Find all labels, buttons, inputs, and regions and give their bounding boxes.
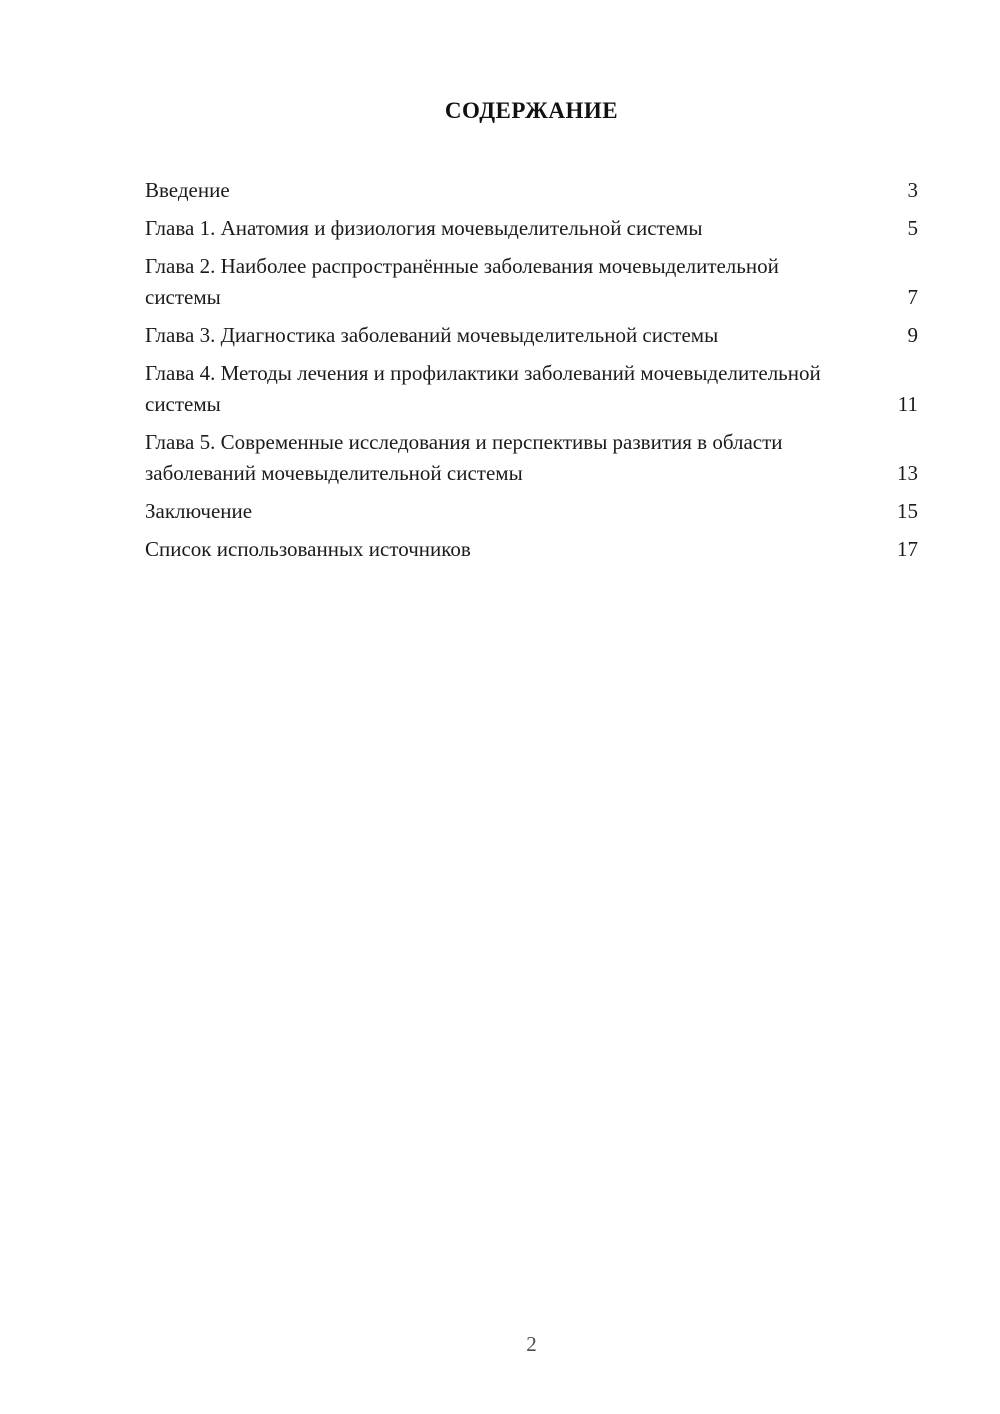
- toc-entry-label: Глава 2. Наиболее распространённые заболевания мочевыделительной системы: [145, 254, 779, 309]
- toc-entry-page-number: 3: [907, 178, 918, 202]
- toc-entry-label: Список использованных источников: [145, 537, 471, 561]
- toc-entry-page-number: 15: [897, 499, 918, 523]
- toc-entry-label: Введение: [145, 178, 230, 202]
- toc-entry-page-number: 11: [897, 392, 918, 416]
- toc-entry-label: Глава 1. Анатомия и физиология мочевыделительной системы: [145, 216, 703, 240]
- toc-entry-label: Глава 5. Современные исследования и перспективы развития в области заболеваний мочевыделительной системы: [145, 430, 783, 485]
- page-title: СОДЕРЖАНИЕ: [444, 98, 619, 123]
- toc-entry: [145, 213, 918, 244]
- page-content: [0, 0, 1000, 565]
- toc-entry-label: Глава 4. Методы лечения и профилактики заболеваний мочевыделительной системы: [145, 361, 821, 416]
- toc-entry-page-number: 9: [907, 323, 918, 347]
- toc-entry-page-number: 5: [907, 216, 918, 240]
- toc-entry: [145, 251, 918, 313]
- toc-entry-page-number: 17: [897, 537, 918, 561]
- toc-entry: [145, 496, 918, 527]
- toc-entry: [145, 534, 918, 565]
- toc-entry: [145, 358, 918, 420]
- toc-entry: [145, 320, 918, 351]
- toc-entry: [145, 175, 918, 206]
- toc-entry-page-number: 13: [897, 461, 918, 485]
- toc-entry: [145, 427, 918, 489]
- toc-entry-label: Глава 3. Диагностика заболеваний мочевыделительной системы: [145, 323, 719, 347]
- toc-entry-label: Заключение: [145, 499, 253, 523]
- toc-entry-page-number: 7: [907, 285, 918, 309]
- footer-page-number: 2: [526, 1332, 537, 1356]
- toc-list: [145, 175, 918, 565]
